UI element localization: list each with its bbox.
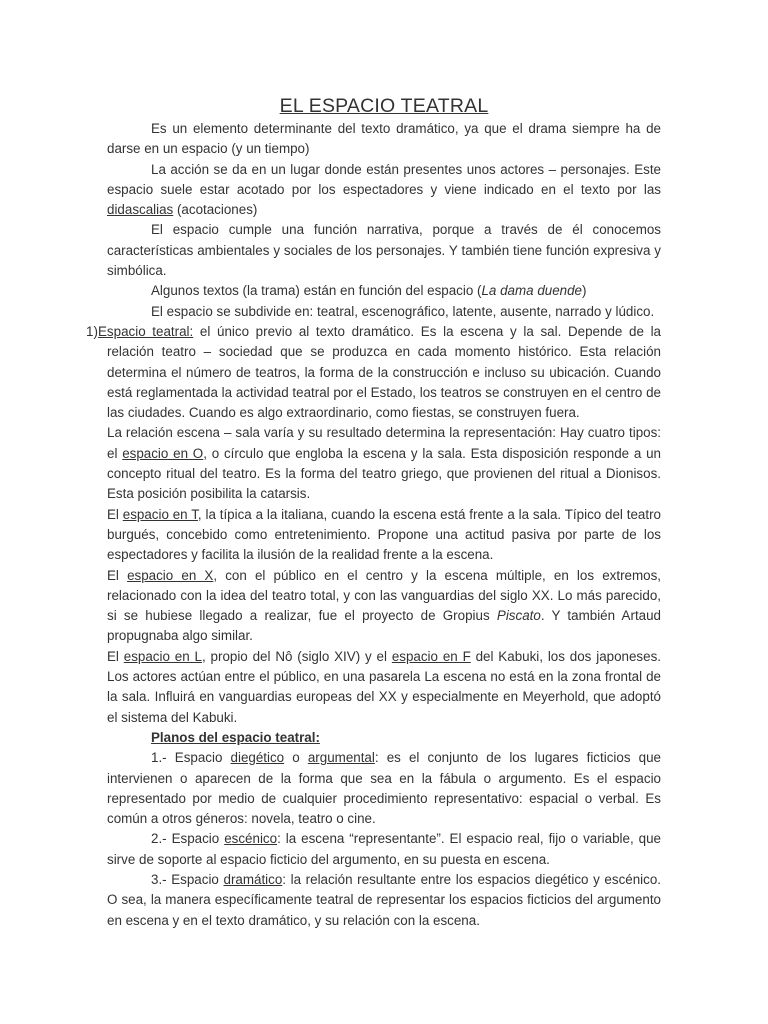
- text-segment: El: [107, 648, 124, 664]
- text-segment: El espacio cumple una función narrativa, porque a través de él conocemos características ambientales y sociales de los personajes. Y también tiene función expresiva y simbólica.: [107, 222, 661, 279]
- text-segment: Es un elemento determinante del texto dramático, ya que el drama siempre ha de darse en un espacio (y un tiempo): [107, 121, 661, 157]
- paragraph: [107, 281, 661, 301]
- paragraph: [107, 302, 661, 322]
- underlined-term: espacio en T: [122, 506, 198, 522]
- text-segment: El: [107, 506, 123, 522]
- text-segment: : es el conjunto de los lugares ficticios que intervienen o aparecen de la forma que sea en la fábula o argumento. Es el espacio representado por medio de cualquier procedimiento representativo: espacial o verbal. Es común a otros géneros: novela, teatro o cine.: [107, 750, 661, 827]
- paragraph: [107, 647, 661, 728]
- text-segment: , o círculo que engloba la escena y la sala. Esta disposición responde a un concepto ritual del teatro. Es la forma del teatro griego, que provienen del ritual a Dionisos. Esta posición posibilita la catarsis.: [107, 445, 661, 502]
- underlined-term: espacio en L: [123, 648, 202, 664]
- text-segment: : la escena “representante”. El espacio real, fijo o variable, que sirve de soporte al espacio ficticio del argumento, en su puesta en escena.: [107, 831, 661, 867]
- paragraph: [107, 119, 661, 160]
- underlined-term: argumental: [307, 750, 375, 766]
- text-segment: ): [582, 283, 587, 299]
- paragraph: [107, 423, 661, 504]
- document-page: [86, 93, 662, 931]
- text-segment: La relación escena – sala varía y su resultado determina la representación: Hay cuatro tipos: el: [107, 425, 661, 461]
- underlined-term: escénico: [224, 831, 278, 847]
- document-title: EL ESPACIO TEATRAL: [279, 95, 489, 117]
- paragraph: [107, 220, 661, 281]
- paragraph: [107, 870, 661, 931]
- list-item: [86, 322, 661, 423]
- paragraph: [107, 748, 661, 829]
- paragraph: [107, 829, 661, 870]
- text-segment: 3.- Espacio: [151, 871, 224, 887]
- text-segment: El: [107, 567, 128, 583]
- text-segment: 1.- Espacio: [151, 750, 231, 766]
- underlined-term: didascalias: [107, 202, 174, 218]
- list-number: 1): [86, 323, 98, 339]
- underlined-term: espacio en O: [122, 445, 204, 461]
- paragraph: [107, 505, 661, 566]
- paragraph: [107, 728, 661, 748]
- italic-text: La dama duende: [481, 283, 582, 299]
- text-segment: (acotaciones): [173, 202, 258, 218]
- text-segment: , propio del Nô (siglo XIV) y el: [201, 648, 392, 664]
- underlined-term: dramático: [223, 871, 283, 887]
- text-segment: el único previo al texto dramático. Es la escena y la sal. Depende de la relación teatro – sociedad que se produzca en cada momento histórico. Esta relación determina el número de teatros, la forma de la construcción e incluso su ubicación. Cuando está reglamentada la actividad teatral por el Estado, los teatros se construyen en el centro de las ciudades. Cuando es algo extraordinario, como fiestas, se construyen fuera.: [107, 323, 661, 421]
- text-segment: , con el público en el centro y la escena múltiple, en los extremos, relacionado con la idea del teatro total, y con las vanguardias del siglo XX. Lo más parecido, si se hubiese llegado a realizar, fue el proyecto de Gropius: [107, 567, 661, 624]
- text-segment: El espacio se subdivide en: teatral, escenográfico, latente, ausente, narrado y lúdico.: [151, 303, 655, 319]
- text-segment: 2.- Espacio: [151, 831, 225, 847]
- underlined-term: espacio en X: [127, 567, 214, 583]
- text-segment: Algunos textos (la trama) están en función del espacio (: [151, 283, 482, 299]
- underlined-term: Espacio teatral:: [98, 323, 194, 339]
- paragraph: [107, 566, 661, 647]
- underlined-term: Planos del espacio teatral:: [151, 729, 320, 745]
- text-segment: o: [284, 750, 308, 766]
- paragraph: [107, 160, 661, 221]
- text-segment: , la típica a la italiana, cuando la escena está frente a la sala. Típico del teatro burgués, concebido como entretenimiento. Propone una actitud pasiva por parte de los espectadores y facilita la ilusión de la realidad frente a la escena.: [107, 506, 661, 563]
- underlined-term: espacio en F: [391, 648, 471, 664]
- text-segment: : la relación resultante entre los espacios diegético y escénico. O sea, la manera específicamente teatral de representar los espacios ficticios del argumento en escena y en el texto dramático, y su relación con la escena.: [107, 871, 661, 928]
- document-body: [86, 119, 662, 931]
- text-segment: La acción se da en un lugar donde están presentes unos actores – personajes. Este espacio suele estar acotado por los espectadores y viene indicado en el texto por las: [107, 161, 661, 197]
- underlined-term: diegético: [230, 750, 285, 766]
- italic-text: Piscato: [496, 608, 541, 624]
- text-segment: . Y también Artaud propugnaba algo similar.: [107, 608, 662, 644]
- text-segment: del Kabuki, los dos japoneses. Los actores actúan entre el público, en una pasarela La escena no está en la zona frontal de la sala. Influirá en vanguardias europeas del XX y especialmente en Meyerhold, que adoptó el sistema del Kabuki.: [107, 648, 661, 725]
